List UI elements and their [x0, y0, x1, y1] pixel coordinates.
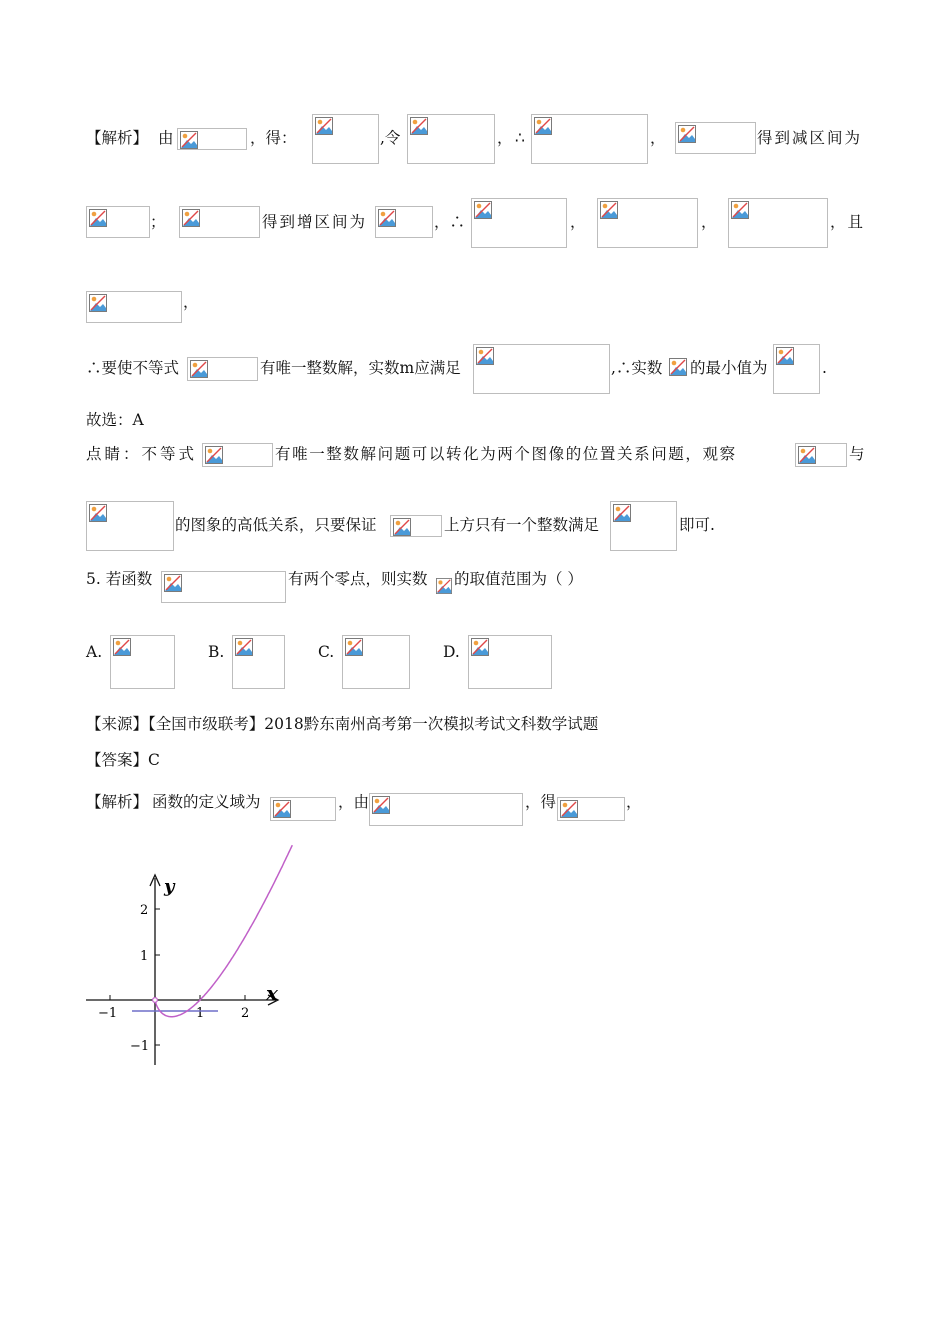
formula-image	[369, 793, 523, 826]
remark-text: 有唯一整数解问题可以转化为两个图像的位置关系问题，观察	[275, 445, 737, 463]
formula-image	[471, 198, 567, 248]
broken-image-icon	[776, 347, 794, 365]
formula-image	[375, 206, 433, 238]
origin-point	[153, 998, 158, 1003]
analysis-text: 函数的定义域为	[152, 793, 261, 811]
option-d-image	[468, 635, 552, 689]
option-a-label: A.	[86, 643, 103, 661]
broken-image-icon	[89, 209, 107, 227]
formula-image	[728, 198, 828, 248]
option-c-image	[342, 635, 410, 689]
text-comma: ，	[701, 213, 717, 231]
broken-image-icon	[600, 201, 618, 219]
broken-image-icon	[378, 209, 396, 227]
formula-image	[473, 344, 610, 394]
formula-image	[795, 443, 847, 467]
formula-image	[610, 501, 677, 551]
broken-image-icon	[89, 504, 107, 522]
text-increase-interval: 得到增区间为	[262, 213, 368, 231]
x-axis-label: x	[266, 981, 278, 1005]
y-tick-label: 2	[140, 903, 149, 918]
broken-image-icon	[476, 347, 494, 365]
broken-image-icon	[273, 800, 291, 818]
broken-image-icon	[731, 201, 749, 219]
formula-image	[407, 114, 495, 164]
broken-image-icon	[315, 117, 333, 135]
source-text: 【来源】【全国市级联考】2018黔东南州高考第一次模拟考试文科数学试题	[86, 715, 599, 733]
function-graph	[80, 840, 300, 1070]
q5-stem-text2: 的取值范围为（ ）	[454, 570, 583, 588]
text-comma-therefore: ，∴	[434, 213, 466, 231]
text-you: 由	[158, 129, 174, 147]
remark-text2: 的图象的高低关系，只要保证	[175, 516, 377, 534]
analysis-you: ，由	[338, 793, 370, 811]
formula-image	[202, 443, 273, 467]
formula-image	[312, 114, 379, 164]
remark-end: 即可.	[679, 516, 715, 534]
text-decrease-interval: 得到减区间为	[757, 129, 863, 147]
formula-image	[161, 571, 286, 603]
analysis-label: 【解析】	[86, 129, 149, 147]
formula-image	[436, 578, 454, 596]
formula-image	[270, 797, 336, 821]
option-c-label: C.	[318, 643, 335, 661]
text-semicolon: ；	[150, 213, 166, 231]
analysis-de: ，得	[525, 793, 557, 811]
broken-image-icon	[798, 446, 816, 464]
text-min-value: 的最小值为	[690, 359, 768, 377]
text-comma: ，	[570, 213, 586, 231]
broken-image-icon	[182, 209, 200, 227]
y-axis-label: y	[164, 876, 175, 897]
broken-image-icon	[393, 518, 411, 536]
formula-image	[86, 291, 182, 323]
broken-image-icon	[372, 796, 390, 814]
text-unique-integer: 有唯一整数解，实数m应满足	[260, 359, 461, 377]
formula-image	[597, 198, 698, 248]
x-tick-label: 1	[196, 1006, 205, 1021]
x-tick-label: 2	[241, 1006, 250, 1021]
formula-image	[86, 206, 150, 238]
option-b-label: B.	[208, 643, 225, 661]
option-b-image	[232, 635, 285, 689]
text-and: ，且	[830, 213, 866, 231]
formula-image	[675, 122, 756, 154]
formula-image	[177, 128, 247, 150]
text-so-shi: ,∴实数	[611, 359, 663, 377]
text-de: ，得：	[250, 129, 297, 147]
formula-image	[773, 344, 820, 394]
text-comma: ，	[183, 293, 199, 311]
formula-image	[86, 501, 174, 551]
formula-image	[187, 357, 258, 381]
broken-image-icon	[613, 504, 631, 522]
remark-text3: 上方只有一个整数满足	[444, 516, 600, 534]
text-period: .	[822, 359, 827, 377]
broken-image-icon	[113, 638, 131, 656]
analysis-end: ，	[626, 793, 642, 811]
q5-stem: 5. 若函数	[86, 570, 153, 588]
broken-image-icon	[669, 358, 687, 376]
text-comma: ，	[497, 129, 513, 147]
y-tick-label: −1	[130, 1039, 150, 1054]
choice-text: 故选：A	[86, 411, 144, 429]
formula-image	[531, 114, 648, 164]
broken-image-icon	[190, 360, 208, 378]
formula-image	[557, 797, 625, 821]
broken-image-icon	[560, 800, 578, 818]
broken-image-icon	[678, 125, 696, 143]
option-d-label: D.	[443, 643, 460, 661]
remark-label: 点睛：不等式	[86, 445, 198, 463]
analysis-label: 【解析】	[86, 793, 149, 811]
broken-image-icon	[436, 578, 452, 594]
text-so-yao: ∴要使不等式	[86, 359, 180, 377]
broken-image-icon	[235, 638, 253, 656]
broken-image-icon	[345, 638, 363, 656]
broken-image-icon	[474, 201, 492, 219]
broken-image-icon	[205, 446, 223, 464]
text-ling: ,令	[380, 129, 401, 147]
broken-image-icon	[534, 117, 552, 135]
x-tick-label: −1	[98, 1006, 118, 1021]
broken-image-icon	[89, 294, 107, 312]
answer-text: 【答案】C	[86, 751, 160, 769]
broken-image-icon	[410, 117, 428, 135]
broken-image-icon	[471, 638, 489, 656]
formula-image	[390, 515, 442, 537]
formula-image	[179, 206, 260, 238]
option-a-image	[110, 635, 175, 689]
remark-and: 与	[849, 445, 865, 463]
y-tick-label: 1	[140, 949, 149, 964]
broken-image-icon	[164, 574, 182, 592]
broken-image-icon	[180, 131, 198, 149]
q5-stem-text: 有两个零点，则实数	[288, 570, 428, 588]
text-therefore: ∴	[515, 129, 525, 147]
formula-image	[669, 358, 689, 378]
text-comma: ，	[650, 129, 666, 147]
